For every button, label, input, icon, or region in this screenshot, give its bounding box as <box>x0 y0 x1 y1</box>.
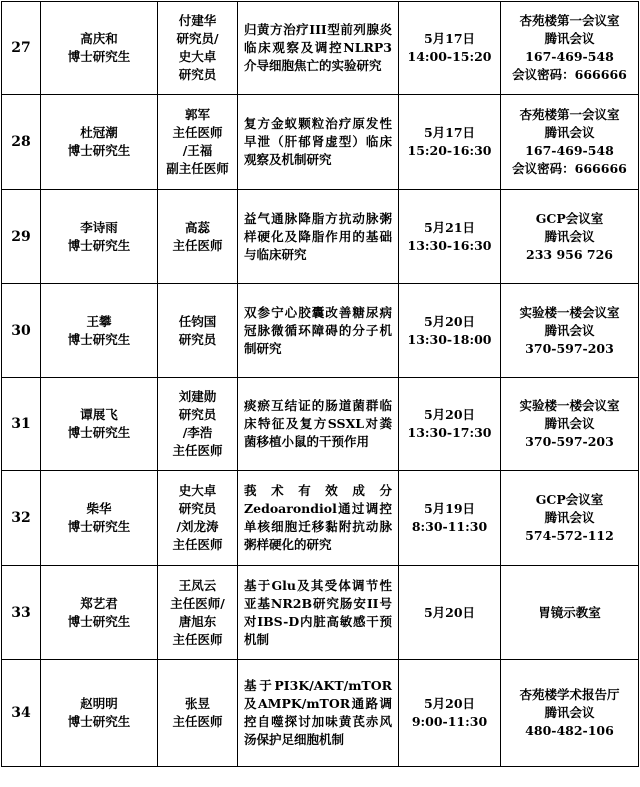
date-time-cell-line: 13:30-16:30 <box>407 237 492 253</box>
supervisor-cell-line: 研究员 <box>178 67 217 82</box>
date-time-cell <box>399 284 501 378</box>
venue-cell <box>501 2 639 95</box>
supervisor-cell-line: 任钧国 <box>178 313 217 329</box>
supervisor-cell <box>158 566 238 660</box>
venue-cell-line: 370-597-203 <box>525 340 614 356</box>
student-cell-line: 高庆和 <box>80 31 118 46</box>
date-time-cell-line: 14:00-15:20 <box>407 49 492 64</box>
date-time-cell-line: 9:00-11:30 <box>411 714 488 729</box>
student-cell-line: 杜冠潮 <box>80 125 118 140</box>
row-number: 29 <box>2 190 41 284</box>
date-time-cell-line: 13:30-18:00 <box>407 331 492 347</box>
row-number: 28 <box>2 95 41 190</box>
table-row <box>2 2 639 95</box>
student-cell <box>41 190 158 284</box>
date-time-cell <box>399 2 501 95</box>
row-number: 34 <box>2 660 41 767</box>
table-row <box>2 566 639 660</box>
venue-cell-line: 腾讯会议 <box>544 31 595 46</box>
venue-cell <box>501 284 639 378</box>
venue-cell-line: 杏苑楼学术报告厅 <box>519 687 620 702</box>
date-time-cell-line: 8:30-11:30 <box>411 519 488 534</box>
venue-cell-line: 腾讯会议 <box>544 125 595 140</box>
table-row <box>2 378 639 471</box>
student-cell-line: 博士研究生 <box>67 237 131 253</box>
venue-cell-line: 腾讯会议 <box>544 510 595 525</box>
student-cell <box>41 660 158 767</box>
supervisor-cell <box>158 660 238 767</box>
student-cell-line: 博士研究生 <box>67 425 131 440</box>
venue-cell <box>501 95 639 190</box>
date-time-cell-line: 5月17日 <box>423 125 476 140</box>
thesis-topic-cell: 双参宁心胶囊改善糖尿病冠脉微循环障碍的分子机制研究 <box>238 284 399 378</box>
student-cell-line: 柴华 <box>86 501 112 516</box>
student-cell-line: 博士研究生 <box>67 143 131 158</box>
venue-cell <box>501 190 639 284</box>
venue-cell-line: 370-597-203 <box>525 434 614 449</box>
row-number: 30 <box>2 284 41 378</box>
supervisor-cell-line: 主任医师/ <box>170 595 225 611</box>
venue-cell-line: 会议密码：666666 <box>512 67 627 82</box>
venue-cell-line: 167-469-548 <box>525 143 614 158</box>
date-time-cell-line: 5月17日 <box>423 31 476 46</box>
venue-cell <box>501 566 639 660</box>
supervisor-cell-line: 主任医师 <box>172 237 223 253</box>
date-time-cell-line: 5月20日 <box>423 696 476 711</box>
date-time-cell-line: 5月19日 <box>423 501 476 516</box>
date-time-cell-line: 15:20-16:30 <box>407 143 492 158</box>
date-time-cell-line: 5月20日 <box>423 407 476 422</box>
student-cell-line: 谭展飞 <box>80 407 118 422</box>
date-time-cell <box>399 190 501 284</box>
venue-cell-line: 233 956 726 <box>526 246 613 262</box>
thesis-topic-cell: 痰瘀互结证的肠道菌群临床特征及复方SSXL对粪菌移植小鼠的干预作用 <box>238 378 399 471</box>
supervisor-cell <box>158 95 238 190</box>
thesis-topic-cell: 归黄方治疗III型前列腺炎临床观察及调控NLRP3介导细胞焦亡的实验研究 <box>238 2 399 95</box>
student-cell-line: 王攀 <box>86 313 112 329</box>
supervisor-cell-line: 张昱 <box>184 696 210 711</box>
date-time-cell-line: 5月20日 <box>423 604 476 620</box>
date-time-cell-line: 13:30-17:30 <box>407 425 492 440</box>
supervisor-cell-line: 郭军 <box>184 107 210 122</box>
supervisor-cell-line: 高蕊 <box>184 219 210 235</box>
supervisor-cell-line: 唐旭东 <box>178 613 217 629</box>
supervisor-cell <box>158 378 238 471</box>
supervisor-cell-line: 主任医师 <box>172 631 223 647</box>
venue-cell-line: 实验楼一楼会议室 <box>519 398 620 413</box>
student-cell <box>41 378 158 471</box>
date-time-cell <box>399 566 501 660</box>
row-number: 33 <box>2 566 41 660</box>
date-time-cell <box>399 95 501 190</box>
supervisor-cell-line: 主任医师 <box>172 537 223 552</box>
student-cell-line: 李诗雨 <box>80 219 118 235</box>
student-cell <box>41 566 158 660</box>
supervisor-cell <box>158 2 238 95</box>
supervisor-cell-line: 研究员 <box>178 331 217 347</box>
supervisor-cell-line: 主任医师 <box>172 125 223 140</box>
supervisor-cell-line: 史大卓 <box>178 49 217 64</box>
date-time-cell <box>399 660 501 767</box>
venue-cell-line: 实验楼一楼会议室 <box>519 304 620 320</box>
supervisor-cell-line: 研究员 <box>178 501 217 516</box>
thesis-topic-cell: 基于PI3K/AKT/mTOR及AMPK/mTOR通路调控自噬探讨加味黄芪赤风汤保护足细胞机制 <box>238 660 399 767</box>
student-cell-line: 博士研究生 <box>67 331 131 347</box>
thesis-topic-cell: 基于Glu及其受体调节性亚基NR2B研究肠安II号对IBS-D内脏高敏感干预机制 <box>238 566 399 660</box>
venue-cell-line: 167-469-548 <box>525 49 614 64</box>
student-cell-line: 博士研究生 <box>67 519 131 534</box>
student-cell-line: 博士研究生 <box>67 714 131 729</box>
supervisor-cell-line: 史大卓 <box>178 483 217 498</box>
row-number: 32 <box>2 471 41 566</box>
venue-cell-line: 会议密码：666666 <box>512 161 627 176</box>
supervisor-cell-line: /刘龙涛 <box>176 519 219 534</box>
supervisor-cell-line: 付建华 <box>178 13 217 28</box>
supervisor-cell-line: /王福 <box>182 143 213 158</box>
venue-cell <box>501 471 639 566</box>
venue-cell-line: 杏苑楼第一会议室 <box>519 13 620 28</box>
thesis-topic-cell: 复方金蚁颗粒治疗原发性早泄（肝郁肾虚型）临床观察及机制研究 <box>238 95 399 190</box>
row-number: 27 <box>2 2 41 95</box>
student-cell <box>41 471 158 566</box>
student-cell-line: 博士研究生 <box>67 49 131 64</box>
date-time-cell <box>399 471 501 566</box>
venue-cell-line: GCP会议室 <box>535 492 604 507</box>
table-row <box>2 190 639 284</box>
student-cell <box>41 2 158 95</box>
student-cell-line: 博士研究生 <box>67 613 131 629</box>
supervisor-cell-line: 主任医师 <box>172 714 223 729</box>
supervisor-cell <box>158 190 238 284</box>
table-row <box>2 660 639 767</box>
venue-cell-line: 腾讯会议 <box>544 322 595 338</box>
supervisor-cell <box>158 471 238 566</box>
thesis-topic-cell: 莪术有效成分Zedoarondiol通过调控单核细胞迁移黏附抗动脉粥样硬化的研究 <box>238 471 399 566</box>
supervisor-cell-line: 研究员/ <box>176 31 219 46</box>
venue-cell-line: 腾讯会议 <box>544 705 595 720</box>
student-cell-line: 赵明明 <box>80 696 118 711</box>
venue-cell-line: 杏苑楼第一会议室 <box>519 107 620 122</box>
date-time-cell <box>399 378 501 471</box>
row-number: 31 <box>2 378 41 471</box>
supervisor-cell-line: 主任医师 <box>172 443 223 458</box>
table-row <box>2 284 639 378</box>
supervisor-cell-line: 副主任医师 <box>166 161 229 176</box>
supervisor-cell <box>158 284 238 378</box>
table-row <box>2 471 639 566</box>
supervisor-cell-line: 王凤云 <box>178 577 217 593</box>
student-cell <box>41 95 158 190</box>
supervisor-cell-line: 研究员 <box>178 407 217 422</box>
date-time-cell-line: 5月20日 <box>423 313 476 329</box>
student-cell <box>41 284 158 378</box>
date-time-cell-line: 5月21日 <box>423 219 476 235</box>
student-cell-line: 郑艺君 <box>80 595 118 611</box>
venue-cell-line: 480-482-106 <box>525 723 614 738</box>
supervisor-cell-line: 刘建勋 <box>178 389 217 404</box>
venue-cell-line: GCP会议室 <box>535 210 604 226</box>
venue-cell-line: 腾讯会议 <box>544 416 595 431</box>
table-row <box>2 95 639 190</box>
table-body <box>2 2 639 767</box>
venue-cell-line: 574-572-112 <box>525 528 614 543</box>
venue-cell <box>501 378 639 471</box>
venue-cell-line: 腾讯会议 <box>544 228 595 244</box>
venue-cell-line: 胃镜示教室 <box>538 604 601 620</box>
supervisor-cell-line: /李浩 <box>182 425 213 440</box>
thesis-topic-cell: 益气通脉降脂方抗动脉粥样硬化及降脂作用的基础与临床研究 <box>238 190 399 284</box>
defense-schedule-table <box>1 1 639 767</box>
venue-cell <box>501 660 639 767</box>
